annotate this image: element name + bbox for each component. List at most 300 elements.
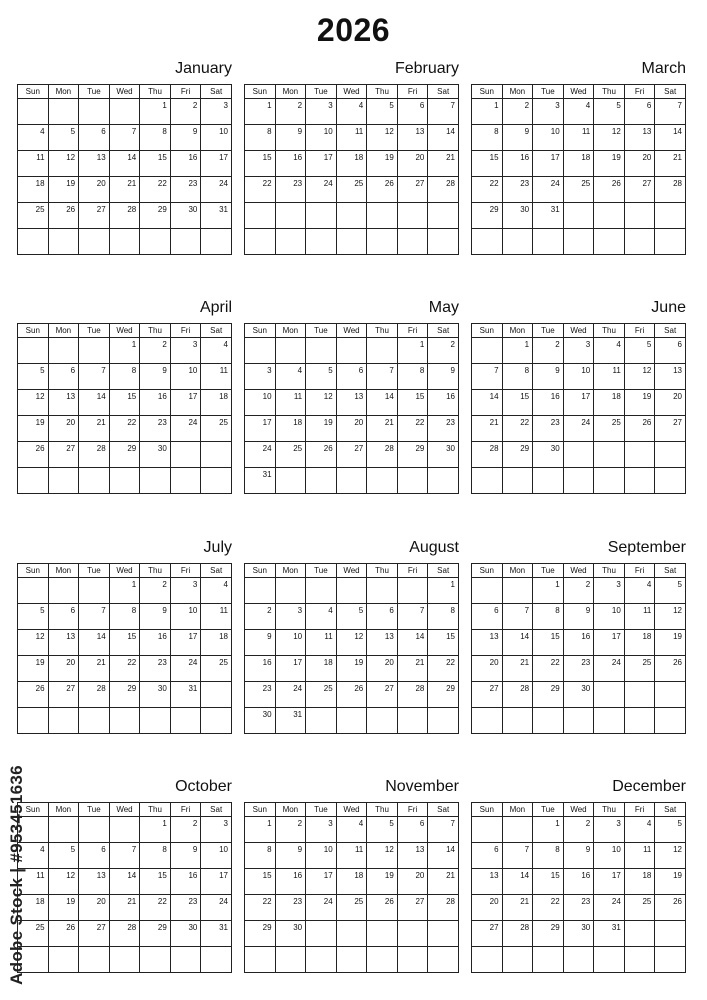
day-cell [367,468,398,494]
day-cell [624,921,655,947]
week-row [18,442,232,468]
day-cell: 25 [624,656,655,682]
day-cell [79,578,110,604]
weekday-label: Wed [563,564,594,578]
weekday-label: Wed [109,803,140,817]
day-cell [594,229,625,255]
day-cell: 13 [655,364,686,390]
day-cell: 30 [170,203,201,229]
day-cell [655,921,686,947]
day-cell: 5 [18,604,49,630]
weekday-label: Fri [170,85,201,99]
day-cell: 20 [397,869,428,895]
day-cell: 19 [48,895,79,921]
day-cell: 6 [472,843,503,869]
day-cell: 5 [336,604,367,630]
day-cell [397,947,428,973]
week-row [245,869,459,895]
day-cell: 21 [502,656,533,682]
day-cell [397,229,428,255]
weekday-label: Wed [336,564,367,578]
day-cell: 13 [624,125,655,151]
day-cell: 9 [275,125,306,151]
day-cell [245,203,276,229]
day-cell: 10 [563,364,594,390]
day-cell [140,947,171,973]
day-cell [201,682,232,708]
day-cell: 2 [275,99,306,125]
day-cell [48,947,79,973]
day-cell [245,338,276,364]
weekday-header-row [245,85,459,99]
week-row [472,817,686,843]
day-cell [79,99,110,125]
month-august [244,535,460,734]
day-cell: 23 [170,177,201,203]
week-row [472,203,686,229]
day-cell: 13 [336,390,367,416]
day-cell: 13 [79,151,110,177]
weekday-label: Sat [655,803,686,817]
weekday-header-row [472,324,686,338]
week-row [472,99,686,125]
day-cell: 26 [48,921,79,947]
day-cell [48,578,79,604]
day-cell: 9 [563,604,594,630]
weekday-label: Fri [397,324,428,338]
day-cell: 10 [306,843,337,869]
month-june [471,295,687,494]
day-cell: 10 [594,843,625,869]
day-cell: 10 [201,125,232,151]
day-cell [109,99,140,125]
day-cell: 21 [472,416,503,442]
day-cell: 5 [18,364,49,390]
day-cell [655,708,686,734]
weekday-label: Mon [275,564,306,578]
weekday-label: Mon [502,803,533,817]
day-cell [502,578,533,604]
month-table [471,323,686,494]
weekday-header-row [472,85,686,99]
day-cell [624,442,655,468]
day-cell: 16 [140,630,171,656]
week-row [472,151,686,177]
day-cell [275,947,306,973]
day-cell: 3 [306,99,337,125]
day-cell [428,468,459,494]
week-row [472,390,686,416]
weekday-label: Tue [79,324,110,338]
day-cell: 22 [533,656,564,682]
day-cell: 27 [472,921,503,947]
month-table [471,84,686,255]
day-cell: 11 [306,630,337,656]
day-cell: 19 [624,390,655,416]
day-cell: 5 [367,99,398,125]
day-cell: 25 [275,442,306,468]
day-cell: 11 [18,869,49,895]
weekday-label: Sun [18,564,49,578]
week-row [18,921,232,947]
day-cell [502,947,533,973]
day-cell: 27 [472,682,503,708]
day-cell: 17 [563,390,594,416]
stock-watermark [0,760,34,990]
day-cell: 5 [306,364,337,390]
day-cell [533,468,564,494]
day-cell [563,947,594,973]
day-cell: 30 [275,921,306,947]
day-cell: 29 [109,682,140,708]
week-row [472,338,686,364]
day-cell: 21 [428,869,459,895]
week-row [18,229,232,255]
month-table [17,563,232,734]
day-cell: 14 [655,125,686,151]
day-cell: 1 [397,338,428,364]
day-cell: 27 [336,442,367,468]
weekday-label: Sun [472,324,503,338]
week-row [472,895,686,921]
month-name: October [175,778,232,795]
day-cell [367,708,398,734]
day-cell: 24 [201,177,232,203]
day-cell: 18 [563,151,594,177]
day-cell: 9 [428,364,459,390]
day-cell: 8 [140,125,171,151]
day-cell: 23 [502,177,533,203]
week-row [245,364,459,390]
day-cell: 23 [245,682,276,708]
day-cell [275,338,306,364]
day-cell [18,99,49,125]
weekday-label: Thu [140,803,171,817]
day-cell: 18 [18,895,49,921]
day-cell: 10 [594,604,625,630]
day-cell: 27 [397,895,428,921]
week-row [245,151,459,177]
week-row [18,604,232,630]
day-cell: 4 [563,99,594,125]
day-cell: 26 [306,442,337,468]
day-cell: 26 [48,203,79,229]
week-row [472,416,686,442]
day-cell [624,203,655,229]
day-cell: 22 [472,177,503,203]
week-row [245,604,459,630]
day-cell: 19 [655,630,686,656]
day-cell: 17 [306,151,337,177]
week-row [18,203,232,229]
day-cell: 2 [170,99,201,125]
day-cell [18,229,49,255]
day-cell [336,229,367,255]
week-row [18,390,232,416]
day-cell: 27 [655,416,686,442]
weekday-header-row [18,564,232,578]
weekday-label: Sat [655,324,686,338]
week-row [472,869,686,895]
day-cell: 14 [79,630,110,656]
day-cell: 10 [170,364,201,390]
week-row [18,869,232,895]
day-cell: 23 [170,895,201,921]
weekday-label: Thu [140,85,171,99]
week-row [18,468,232,494]
day-cell: 18 [306,656,337,682]
weekday-label: Sat [428,85,459,99]
day-cell [594,468,625,494]
day-cell: 2 [533,338,564,364]
day-cell: 19 [655,869,686,895]
day-cell: 31 [170,682,201,708]
day-cell [109,229,140,255]
day-cell: 14 [428,843,459,869]
day-cell [140,229,171,255]
day-cell: 28 [79,442,110,468]
day-cell: 15 [140,151,171,177]
day-cell: 18 [201,630,232,656]
day-cell: 12 [18,630,49,656]
day-cell: 13 [367,630,398,656]
day-cell [336,921,367,947]
day-cell: 27 [79,203,110,229]
day-cell: 10 [201,843,232,869]
day-cell: 24 [275,682,306,708]
week-row [18,817,232,843]
day-cell: 8 [428,604,459,630]
weekday-label: Thu [367,564,398,578]
day-cell: 2 [275,817,306,843]
day-cell [306,229,337,255]
weekday-label: Sat [201,803,232,817]
day-cell [367,203,398,229]
day-cell: 13 [397,843,428,869]
week-row [472,843,686,869]
day-cell: 7 [655,99,686,125]
week-row [245,203,459,229]
day-cell: 26 [367,177,398,203]
weekday-label: Mon [48,564,79,578]
day-cell [367,338,398,364]
week-row [245,895,459,921]
weekday-label: Tue [306,564,337,578]
day-cell: 7 [502,604,533,630]
day-cell [428,203,459,229]
day-cell [306,203,337,229]
day-cell: 21 [428,151,459,177]
weekday-label: Wed [563,85,594,99]
day-cell: 23 [140,656,171,682]
weekday-label: Fri [170,324,201,338]
day-cell: 22 [502,416,533,442]
day-cell [201,229,232,255]
day-cell: 6 [472,604,503,630]
day-cell: 6 [655,338,686,364]
day-cell: 1 [245,817,276,843]
day-cell: 24 [594,895,625,921]
weekday-label: Mon [275,324,306,338]
day-cell: 3 [594,578,625,604]
week-row [18,578,232,604]
weekday-label: Wed [336,324,367,338]
day-cell [18,468,49,494]
day-cell [109,817,140,843]
month-name: September [607,539,686,556]
week-row [18,177,232,203]
day-cell: 30 [563,682,594,708]
month-table [244,84,459,255]
day-cell: 26 [18,442,49,468]
weekday-label: Fri [397,803,428,817]
day-cell: 9 [563,843,594,869]
week-row [245,817,459,843]
day-cell: 12 [48,869,79,895]
day-cell: 13 [48,390,79,416]
day-cell: 2 [140,578,171,604]
day-cell [563,708,594,734]
day-cell [336,708,367,734]
day-cell: 8 [502,364,533,390]
day-cell [170,947,201,973]
day-cell: 11 [624,843,655,869]
day-cell: 10 [170,604,201,630]
day-cell: 15 [397,390,428,416]
day-cell [624,708,655,734]
day-cell [624,682,655,708]
day-cell: 29 [245,921,276,947]
day-cell: 18 [336,151,367,177]
day-cell [275,203,306,229]
weekday-label: Wed [109,564,140,578]
day-cell: 23 [533,416,564,442]
day-cell: 2 [502,99,533,125]
day-cell: 3 [201,99,232,125]
day-cell: 10 [533,125,564,151]
weekday-label: Sat [201,85,232,99]
day-cell: 24 [306,177,337,203]
day-cell: 4 [18,843,49,869]
day-cell [428,921,459,947]
day-cell: 5 [655,578,686,604]
day-cell: 25 [201,416,232,442]
day-cell: 29 [109,442,140,468]
weekday-label: Tue [79,85,110,99]
day-cell: 25 [563,177,594,203]
day-cell: 17 [594,869,625,895]
day-cell: 17 [170,390,201,416]
day-cell: 25 [18,203,49,229]
week-row [472,468,686,494]
weekday-label: Wed [563,803,594,817]
day-cell: 2 [140,338,171,364]
day-cell: 27 [48,442,79,468]
day-cell: 17 [245,416,276,442]
weekday-label: Mon [502,85,533,99]
day-cell [502,229,533,255]
weekday-header-row [245,324,459,338]
day-cell: 28 [109,921,140,947]
day-cell: 29 [533,682,564,708]
day-cell: 16 [275,869,306,895]
day-cell: 20 [655,390,686,416]
day-cell [655,947,686,973]
day-cell [79,338,110,364]
day-cell [367,229,398,255]
weekday-label: Sun [245,85,276,99]
day-cell: 15 [245,151,276,177]
day-cell: 3 [170,338,201,364]
weekday-label: Sat [428,564,459,578]
day-cell [472,338,503,364]
day-cell [367,578,398,604]
weekday-label: Thu [367,803,398,817]
day-cell: 14 [367,390,398,416]
day-cell: 22 [533,895,564,921]
day-cell: 24 [306,895,337,921]
day-cell: 25 [306,682,337,708]
day-cell [79,817,110,843]
day-cell: 29 [428,682,459,708]
day-cell: 9 [245,630,276,656]
weekday-label: Sun [245,564,276,578]
day-cell: 25 [624,895,655,921]
day-cell: 3 [275,604,306,630]
day-cell: 24 [245,442,276,468]
week-row [245,921,459,947]
day-cell: 19 [367,869,398,895]
weekday-label: Sun [472,564,503,578]
weekday-label: Wed [563,324,594,338]
day-cell [428,947,459,973]
day-cell: 28 [502,682,533,708]
day-cell: 9 [140,604,171,630]
day-cell [563,229,594,255]
week-row [245,578,459,604]
month-october [17,774,233,973]
week-row [245,390,459,416]
day-cell: 28 [397,682,428,708]
day-cell [306,921,337,947]
weekday-header-row [18,803,232,817]
day-cell: 5 [594,99,625,125]
day-cell [397,708,428,734]
day-cell: 17 [170,630,201,656]
day-cell: 8 [472,125,503,151]
day-cell: 29 [533,921,564,947]
day-cell: 9 [502,125,533,151]
day-cell: 21 [79,416,110,442]
day-cell [79,468,110,494]
day-cell: 30 [428,442,459,468]
day-cell: 30 [245,708,276,734]
month-name: April [199,299,232,316]
day-cell: 16 [245,656,276,682]
day-cell: 8 [109,604,140,630]
day-cell: 21 [79,656,110,682]
day-cell: 1 [533,578,564,604]
day-cell [48,708,79,734]
day-cell: 28 [109,203,140,229]
day-cell [655,442,686,468]
day-cell [397,578,428,604]
day-cell [367,947,398,973]
day-cell: 25 [201,656,232,682]
day-cell: 19 [594,151,625,177]
month-january [17,56,233,255]
day-cell: 23 [275,177,306,203]
